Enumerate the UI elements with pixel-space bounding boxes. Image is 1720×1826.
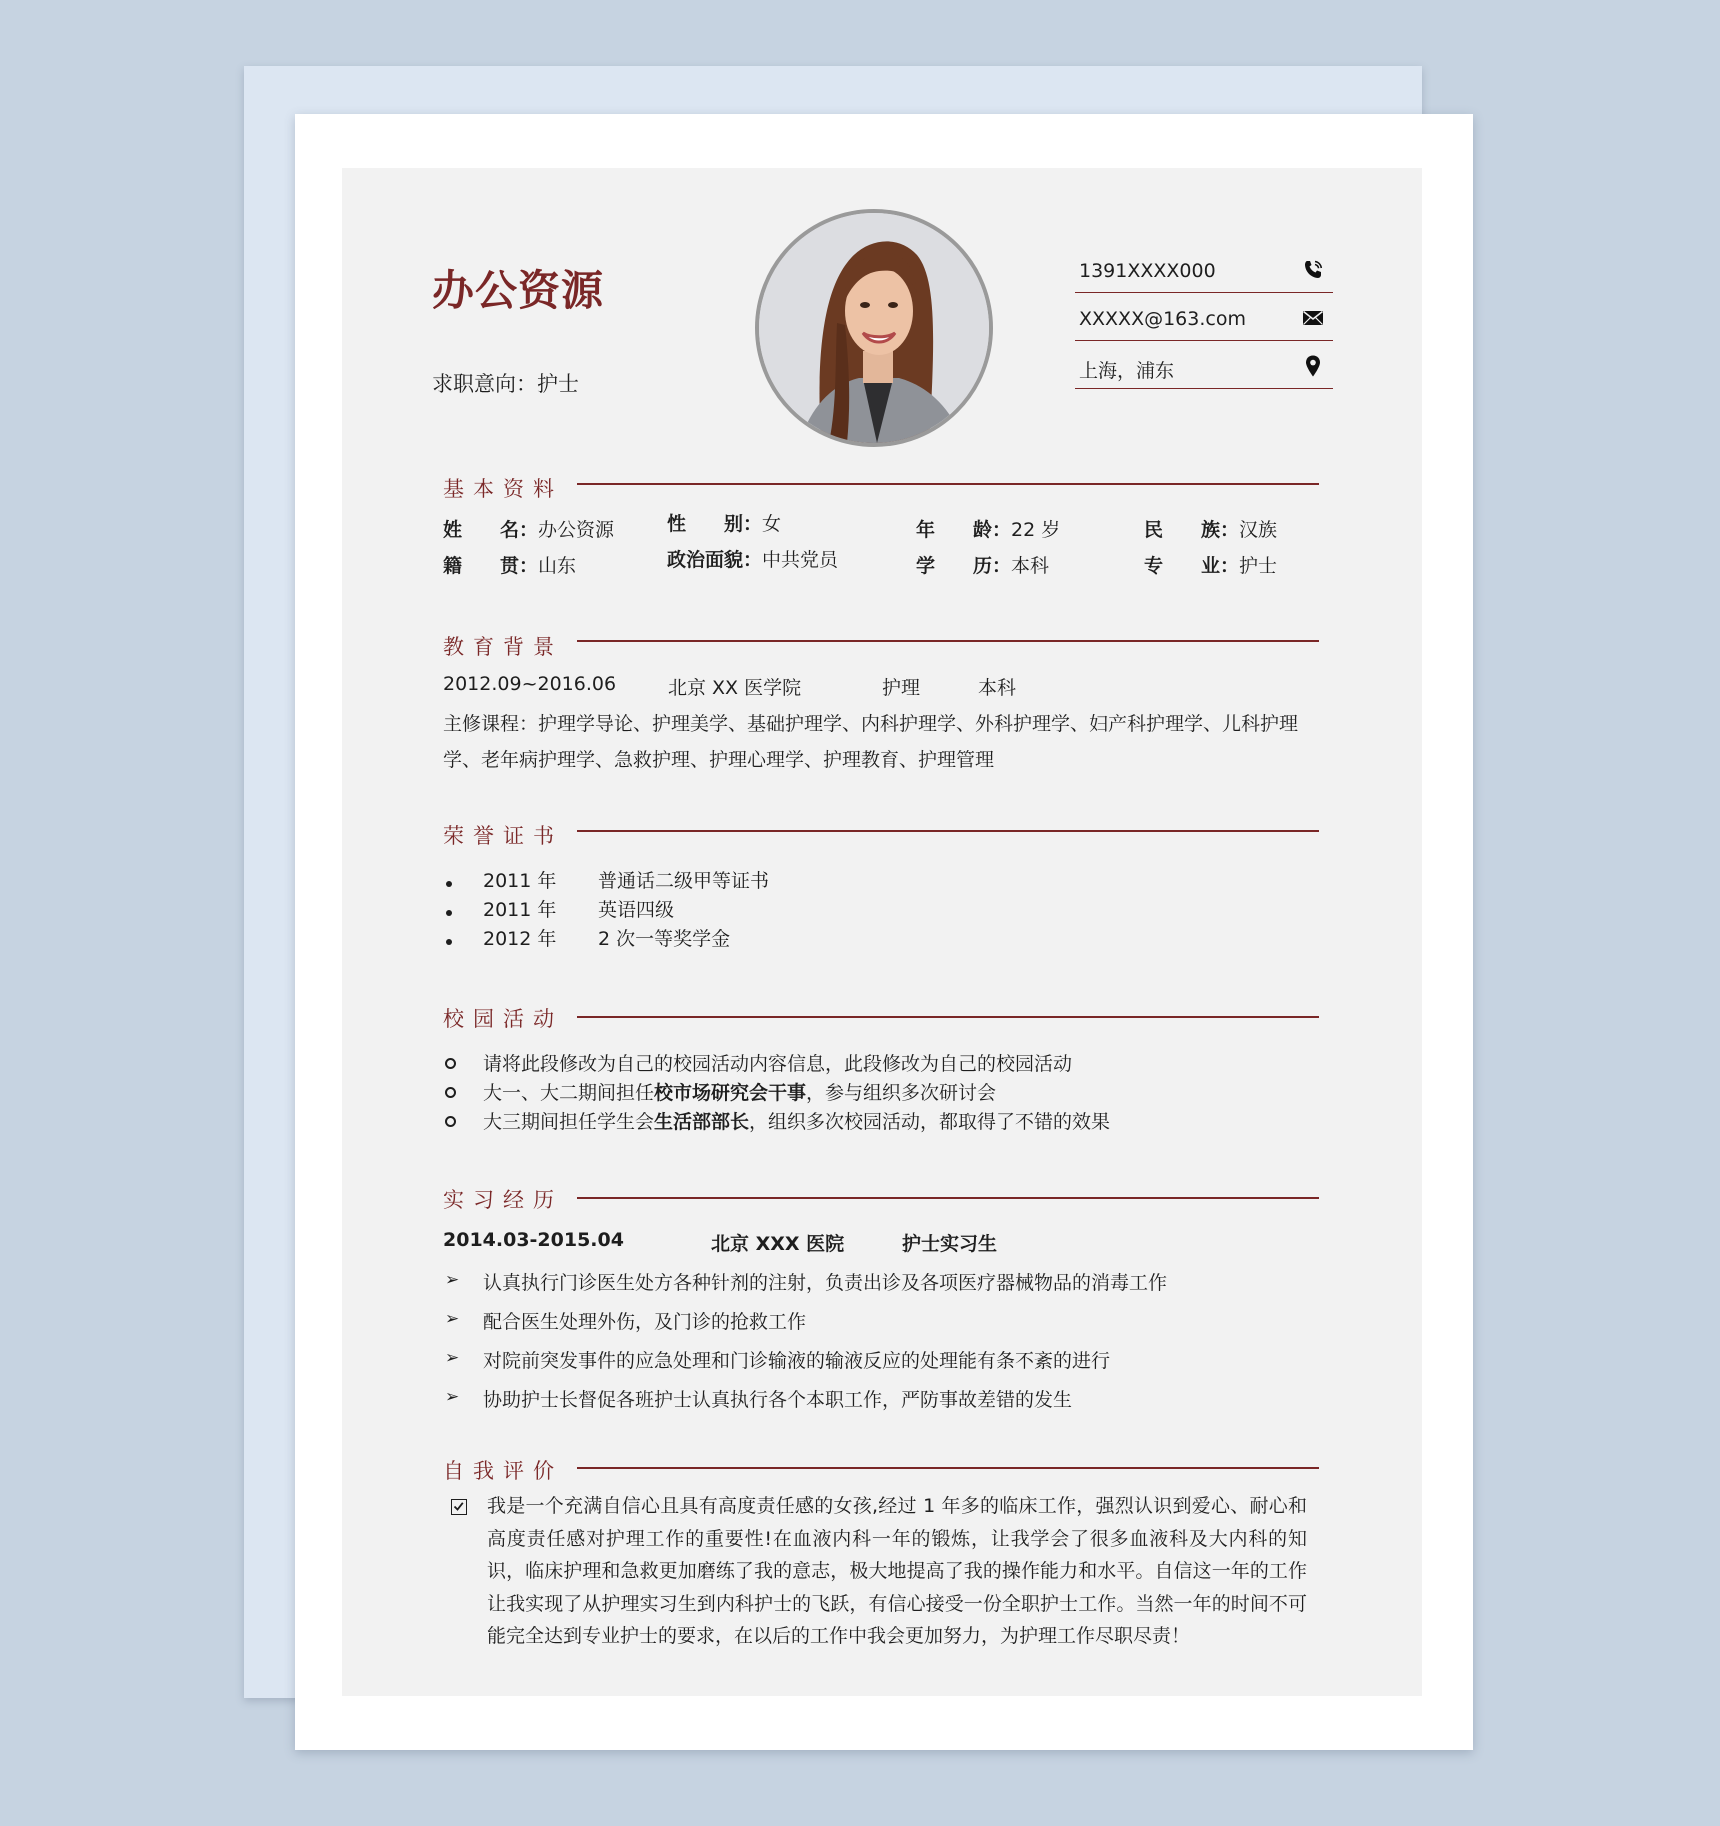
campus-item: 大一、大二期间担任校市场研究会干事，参与组织多次研讨会: [483, 1082, 997, 1104]
envelope-icon: [1301, 306, 1325, 330]
field-gender: 性 别：女: [667, 513, 782, 535]
contact-phone: [1075, 248, 1333, 293]
honor-year: 2011 年: [483, 870, 557, 892]
arrow-bullet-icon: ➢: [445, 1348, 460, 1368]
resume-name: 办公资源: [432, 266, 605, 315]
section-divider: [577, 1467, 1319, 1469]
bullet-icon: [446, 939, 452, 945]
field-age: 年 龄：22 岁: [916, 519, 1061, 541]
arrow-bullet-icon: ➢: [445, 1309, 460, 1329]
internship-duty: 配合医生处理外伤，及门诊的抢救工作: [483, 1311, 807, 1333]
internship-period: 2014.03-2015.04: [443, 1229, 624, 1251]
phone-icon: [1301, 258, 1325, 282]
honor-year: 2011 年: [483, 899, 557, 921]
circle-bullet-icon: [445, 1058, 456, 1069]
arrow-bullet-icon: ➢: [445, 1387, 460, 1407]
email-address: XXXXX@163.com: [1079, 308, 1246, 330]
section-divider: [577, 1197, 1319, 1199]
campus-item: 请将此段修改为自己的校园活动内容信息，此段修改为自己的校园活动: [483, 1053, 1073, 1075]
section-title-internship: 实习经历: [443, 1188, 563, 1212]
contact-email: [1075, 296, 1333, 341]
bullet-icon: [446, 881, 452, 887]
section-title-campus: 校园活动: [443, 1007, 563, 1031]
section-divider: [577, 640, 1319, 642]
internship-duty: 协助护士长督促各班护士认真执行各个本职工作，严防事故差错的发生: [483, 1389, 1073, 1411]
bullet-icon: [446, 910, 452, 916]
field-major: 专 业：护士: [1144, 555, 1278, 577]
education-degree: 本科: [978, 677, 1017, 699]
internship-duty: 认真执行门诊医生处方各种针剂的注射，负责出诊及各项医疗器械物品的消毒工作: [483, 1272, 1168, 1294]
section-title-self-evaluation: 自我评价: [443, 1459, 563, 1483]
honor-title: 英语四级: [598, 899, 675, 921]
section-title-basic: 基本资料: [443, 477, 563, 501]
education-period: 2012.09~2016.06: [443, 673, 617, 695]
field-education-level: 学 历：本科: [916, 555, 1050, 577]
field-name: 姓 名：办公资源: [443, 519, 615, 541]
location-text: 上海，浦东: [1079, 360, 1175, 382]
section-title-education: 教育背景: [443, 635, 563, 659]
section-divider: [577, 830, 1319, 832]
avatar: [755, 209, 993, 447]
field-hometown: 籍 贯：山东: [443, 555, 577, 577]
job-intent: 求职意向：护士: [432, 372, 579, 396]
section-title-honors: 荣誉证书: [443, 824, 563, 848]
field-ethnicity: 民 族：汉族: [1144, 519, 1278, 541]
internship-duty: 对院前突发事件的应急处理和门诊输液的输液反应的处理能有条不紊的进行: [483, 1350, 1111, 1372]
arrow-bullet-icon: ➢: [445, 1270, 460, 1290]
honor-title: 普通话二级甲等证书: [598, 870, 770, 892]
location-pin-icon: [1301, 354, 1325, 378]
education-courses-line1: 主修课程：护理学导论、护理美学、基础护理学、内科护理学、外科护理学、妇产科护理学、儿科护理: [443, 713, 1299, 735]
internship-hospital: 北京 XXX 医院: [711, 1233, 845, 1255]
section-divider: [577, 483, 1319, 485]
phone-number: 1391XXXX000: [1079, 260, 1216, 282]
honor-title: 2 次一等奖学金: [598, 928, 731, 950]
campus-item: 大三期间担任学生会生活部部长，组织多次校园活动，都取得了不错的效果: [483, 1111, 1111, 1133]
contact-location: [1075, 344, 1333, 389]
field-political-status: 政治面貌：中共党员: [667, 549, 839, 571]
honor-year: 2012 年: [483, 928, 557, 950]
education-courses-line2: 学、老年病护理学、急救护理、护理心理学、护理教育、护理管理: [443, 749, 995, 771]
circle-bullet-icon: [445, 1087, 456, 1098]
self-evaluation-text: 我是一个充满自信心且具有高度责任感的女孩,经过 1 年多的临床工作，强烈认识到爱心、耐心和高度责任感对护理工作的重要性!在血液内科一年的锻炼，让我学会了很多血液科及大内科的知识，临床护理和急救更加磨练了我的意志，极大地提高了我的操作能力和水平。自信这一年的工作让我实现了从护理实习生到内科护士的飞跃，有信心接受一份全职护士工作。当然一年的时间不可能完全达到专业护士的要求，在以后的工作中我会更加努力，为护理工作尽职尽责！: [487, 1495, 1307, 1648]
circle-bullet-icon: [445, 1116, 456, 1127]
education-school: 北京 XX 医学院: [668, 677, 802, 699]
section-divider: [577, 1016, 1319, 1018]
internship-role: 护士实习生: [902, 1233, 998, 1255]
education-major: 护理: [882, 677, 921, 699]
checkbox-icon: [451, 1499, 467, 1515]
